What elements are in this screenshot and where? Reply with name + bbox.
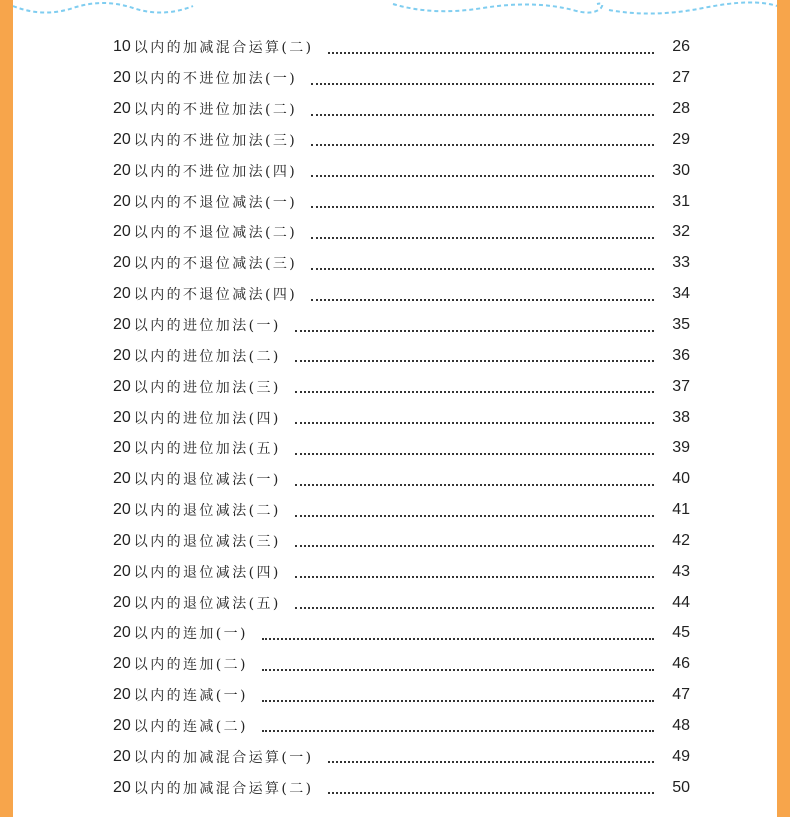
entry-number: 20 [113, 69, 131, 87]
dot-leader [295, 390, 654, 393]
entry-title: 以内的退位减法(二) [133, 503, 281, 520]
toc-entry[interactable] [113, 310, 690, 341]
dot-leader [295, 421, 654, 424]
page-number: 42 [672, 531, 690, 549]
dot-leader [295, 544, 654, 547]
dot-leader [311, 205, 654, 208]
entry-number: 20 [113, 408, 131, 426]
entry-title: 以内的连减(二) [133, 718, 248, 735]
dot-leader [295, 514, 654, 517]
entry-title: 以内的不退位减法(三) [133, 256, 298, 273]
entry-title: 以内的不进位加法(二) [133, 102, 298, 119]
toc-entry[interactable] [113, 526, 690, 557]
dot-leader [311, 236, 654, 239]
toc-entry[interactable] [113, 279, 690, 310]
entry-number: 20 [113, 593, 131, 611]
dot-leader [262, 668, 654, 671]
dot-leader [311, 298, 654, 301]
toc-entry[interactable] [113, 217, 690, 248]
toc-entry[interactable] [113, 711, 690, 742]
page [13, 0, 777, 817]
page-number: 31 [672, 192, 690, 210]
entry-title: 以内的连加(一) [133, 626, 248, 643]
dot-leader [295, 452, 654, 455]
dot-leader [262, 637, 654, 640]
dot-leader [328, 51, 654, 54]
toc-entry[interactable] [113, 125, 690, 156]
toc-entry[interactable] [113, 464, 690, 495]
entry-title: 以内的加减混合运算(二) [133, 40, 314, 57]
entry-title: 以内的不退位减法(二) [133, 225, 298, 242]
entry-number: 20 [113, 100, 131, 118]
entry-title: 以内的不进位加法(三) [133, 132, 298, 149]
page-number: 46 [672, 655, 690, 673]
wavy-border-decoration [13, 0, 777, 24]
page-number: 47 [672, 686, 690, 704]
toc-entry[interactable] [113, 402, 690, 433]
entry-number: 20 [113, 285, 131, 303]
entry-number: 20 [113, 686, 131, 704]
page-number: 29 [672, 130, 690, 148]
entry-number: 20 [113, 223, 131, 241]
entry-number: 20 [113, 501, 131, 519]
entry-title: 以内的不进位加法(四) [133, 163, 298, 180]
page-number: 27 [672, 69, 690, 87]
toc-entry[interactable] [113, 433, 690, 464]
dot-leader [262, 699, 654, 702]
toc-entry[interactable] [113, 340, 690, 371]
entry-title: 以内的不退位减法(四) [133, 287, 298, 304]
page-number: 50 [672, 778, 690, 796]
entry-title: 以内的进位加法(二) [133, 348, 281, 365]
dot-leader [295, 483, 654, 486]
page-number: 34 [672, 285, 690, 303]
toc-entry[interactable] [113, 741, 690, 772]
dot-leader [295, 575, 654, 578]
entry-title: 以内的进位加法(五) [133, 441, 281, 458]
dot-leader [311, 267, 654, 270]
toc-entry[interactable] [113, 495, 690, 526]
entry-number: 20 [113, 716, 131, 734]
entry-title: 以内的进位加法(三) [133, 379, 281, 396]
entry-title: 以内的退位减法(四) [133, 564, 281, 581]
entry-number: 20 [113, 316, 131, 334]
dot-leader [295, 359, 654, 362]
toc-entry[interactable] [113, 94, 690, 125]
toc-entry[interactable] [113, 32, 690, 63]
dot-leader [262, 729, 654, 732]
toc-entry[interactable] [113, 587, 690, 618]
page-number: 30 [672, 161, 690, 179]
entry-number: 20 [113, 192, 131, 210]
toc-entry[interactable] [113, 63, 690, 94]
dot-leader [295, 329, 654, 332]
page-number: 38 [672, 408, 690, 426]
page-number: 36 [672, 346, 690, 364]
entry-number: 20 [113, 747, 131, 765]
entry-title: 以内的加减混合运算(二) [133, 780, 314, 797]
toc-entry[interactable] [113, 556, 690, 587]
entry-number: 20 [113, 655, 131, 673]
entry-title: 以内的不退位减法(一) [133, 194, 298, 211]
page-number: 32 [672, 223, 690, 241]
page-number: 41 [672, 501, 690, 519]
page-number: 48 [672, 716, 690, 734]
entry-number: 10 [113, 38, 131, 56]
toc-entry[interactable] [113, 649, 690, 680]
entry-title: 以内的退位减法(一) [133, 472, 281, 489]
toc-entry[interactable] [113, 772, 690, 803]
dot-leader [311, 143, 654, 146]
entry-title: 以内的退位减法(五) [133, 595, 281, 612]
entry-title: 以内的连加(二) [133, 657, 248, 674]
dot-leader [328, 791, 654, 794]
entry-title: 以内的连减(一) [133, 688, 248, 705]
dot-leader [328, 760, 654, 763]
page-number: 28 [672, 100, 690, 118]
page-number: 44 [672, 593, 690, 611]
toc-entry[interactable] [113, 186, 690, 217]
page-number: 45 [672, 624, 690, 642]
page-number: 33 [672, 254, 690, 272]
dot-leader [311, 113, 654, 116]
toc-entry[interactable] [113, 248, 690, 279]
entry-number: 20 [113, 130, 131, 148]
page-number: 49 [672, 747, 690, 765]
toc-entry[interactable] [113, 618, 690, 649]
toc-entry[interactable] [113, 680, 690, 711]
entry-title: 以内的加减混合运算(一) [133, 749, 314, 766]
entry-number: 20 [113, 161, 131, 179]
entry-number: 20 [113, 470, 131, 488]
entry-title: 以内的不进位加法(一) [133, 71, 298, 88]
page-number: 26 [672, 38, 690, 56]
dot-leader [295, 606, 654, 609]
toc-entry[interactable] [113, 155, 690, 186]
entry-number: 20 [113, 254, 131, 272]
entry-title: 以内的退位减法(三) [133, 533, 281, 550]
page-number: 35 [672, 316, 690, 334]
entry-title: 以内的进位加法(一) [133, 318, 281, 335]
page-number: 43 [672, 562, 690, 580]
toc-entry[interactable] [113, 371, 690, 402]
entry-number: 20 [113, 624, 131, 642]
page-number: 39 [672, 439, 690, 457]
entry-title: 以内的进位加法(四) [133, 410, 281, 427]
table-of-contents [113, 32, 690, 803]
entry-number: 20 [113, 531, 131, 549]
dot-leader [311, 174, 654, 177]
dot-leader [311, 82, 654, 85]
page-number: 37 [672, 377, 690, 395]
entry-number: 20 [113, 346, 131, 364]
entry-number: 20 [113, 439, 131, 457]
entry-number: 20 [113, 562, 131, 580]
entry-number: 20 [113, 377, 131, 395]
page-number: 40 [672, 470, 690, 488]
entry-number: 20 [113, 778, 131, 796]
